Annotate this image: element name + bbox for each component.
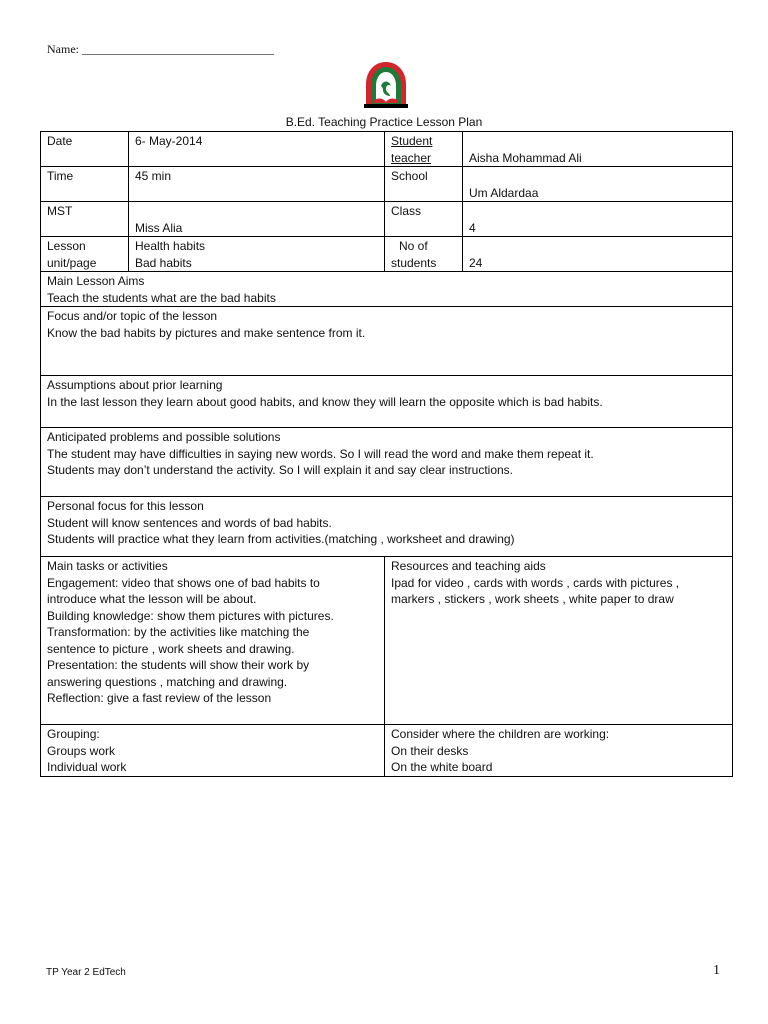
row-aims — [41, 272, 733, 307]
row-grouping — [41, 725, 733, 777]
date-value: 6- May-2014 — [129, 132, 385, 167]
row-focus — [41, 307, 733, 376]
time-value: 45 min — [129, 167, 385, 202]
mst-value: Miss Alia — [129, 202, 385, 237]
problems-line-1: The student may have difficulties in saying new words. So I will read the word and make them repeat it. — [47, 446, 594, 461]
mst-label: MST — [41, 202, 129, 237]
row-mst — [41, 202, 733, 237]
working-line: On the white board — [391, 760, 493, 774]
document-title: B.Ed. Teaching Practice Lesson Plan — [285, 115, 483, 129]
student-teacher-value: Aisha Mohammad Ali — [463, 132, 733, 167]
aims-title: Main Lesson Aims — [47, 274, 145, 288]
main-tasks — [41, 557, 385, 725]
children-working-location — [385, 725, 733, 777]
resource-line: markers , stickers , work sheets , white paper to draw — [391, 592, 674, 606]
students-count-value: 24 — [463, 237, 733, 272]
grouping-title: Grouping: — [47, 727, 100, 741]
task-line: sentence to picture , work sheets and drawing. — [47, 641, 295, 656]
page-number: 1 — [713, 963, 720, 978]
assumptions-prior-learning — [41, 376, 733, 428]
time-label: Time — [41, 167, 129, 202]
task-line: answering questions , matching and drawing. — [47, 674, 288, 689]
resources-teaching-aids — [385, 557, 733, 725]
student-teacher-label — [385, 132, 463, 167]
students-count-label: No of students — [385, 237, 463, 272]
grouping-line: Individual work — [47, 760, 127, 774]
problems-line-2: Students may don’t understand the activity. So I will explain it and say clear instructions. — [47, 463, 514, 477]
class-label: Class — [385, 202, 463, 237]
focus-topic — [41, 307, 733, 376]
assumptions-text: In the last lesson they learn about good habits, and know they will learn the opposite which is bad habits. — [47, 394, 603, 409]
class-value: 4 — [463, 202, 733, 237]
assumptions-title: Assumptions about prior learning — [47, 378, 223, 392]
personal-focus — [41, 497, 733, 557]
row-lesson — [41, 237, 733, 272]
row-problems — [41, 428, 733, 497]
lesson-value: Health habits Bad habits — [129, 237, 385, 272]
row-date — [41, 132, 733, 167]
student-teacher-label-1: Student — [391, 134, 433, 148]
focus-title: Focus and/or topic of the lesson — [47, 309, 218, 323]
task-line: introduce what the lesson will be about. — [47, 592, 257, 606]
anticipated-problems — [41, 428, 733, 497]
grouping-line: Groups work — [47, 743, 116, 758]
row-time — [41, 167, 733, 202]
working-title: Consider where the children are working: — [391, 727, 610, 741]
student-teacher-label-2: teacher — [391, 150, 432, 165]
working-line: On their desks — [391, 743, 469, 758]
row-assumptions — [41, 376, 733, 428]
lesson-label: Lesson unit/page — [41, 237, 129, 272]
college-emblem-logo — [360, 60, 412, 112]
personal-title: Personal focus for this lesson — [47, 499, 204, 513]
task-line: Transformation: by the activities like matching the — [47, 625, 310, 639]
focus-text: Know the bad habits by pictures and make sentence from it. — [47, 325, 366, 340]
task-line: Engagement: video that shows one of bad habits to — [47, 575, 320, 590]
task-line: Building knowledge: show them pictures with pictures. — [47, 608, 334, 623]
tasks-title: Main tasks or activities — [47, 559, 168, 573]
row-tasks-resources — [41, 557, 733, 725]
school-label: School — [385, 167, 463, 202]
main-lesson-aims — [41, 272, 733, 307]
resource-line: Ipad for video , cards with words , cards with pictures , — [391, 575, 680, 590]
task-line: Reflection: give a fast review of the lesson — [47, 691, 272, 705]
problems-title: Anticipated problems and possible solutions — [47, 430, 281, 444]
lesson-plan-table — [40, 131, 733, 777]
task-line: Presentation: the students will show their work by — [47, 658, 310, 672]
grouping — [41, 725, 385, 777]
row-personal-focus — [41, 497, 733, 557]
resources-title: Resources and teaching aids — [391, 559, 546, 573]
personal-line-2: Students will practice what they learn from activities.(matching , worksheet and drawing) — [47, 532, 515, 546]
school-value: Um Aldardaa — [463, 167, 733, 202]
name-field-line: Name: ________________________________ — [47, 42, 274, 56]
footer-course-label: TP Year 2 EdTech — [46, 967, 126, 978]
personal-line-1: Student will know sentences and words of bad habits. — [47, 515, 332, 530]
aims-text: Teach the students what are the bad habits — [47, 290, 276, 305]
date-label: Date — [41, 132, 129, 167]
